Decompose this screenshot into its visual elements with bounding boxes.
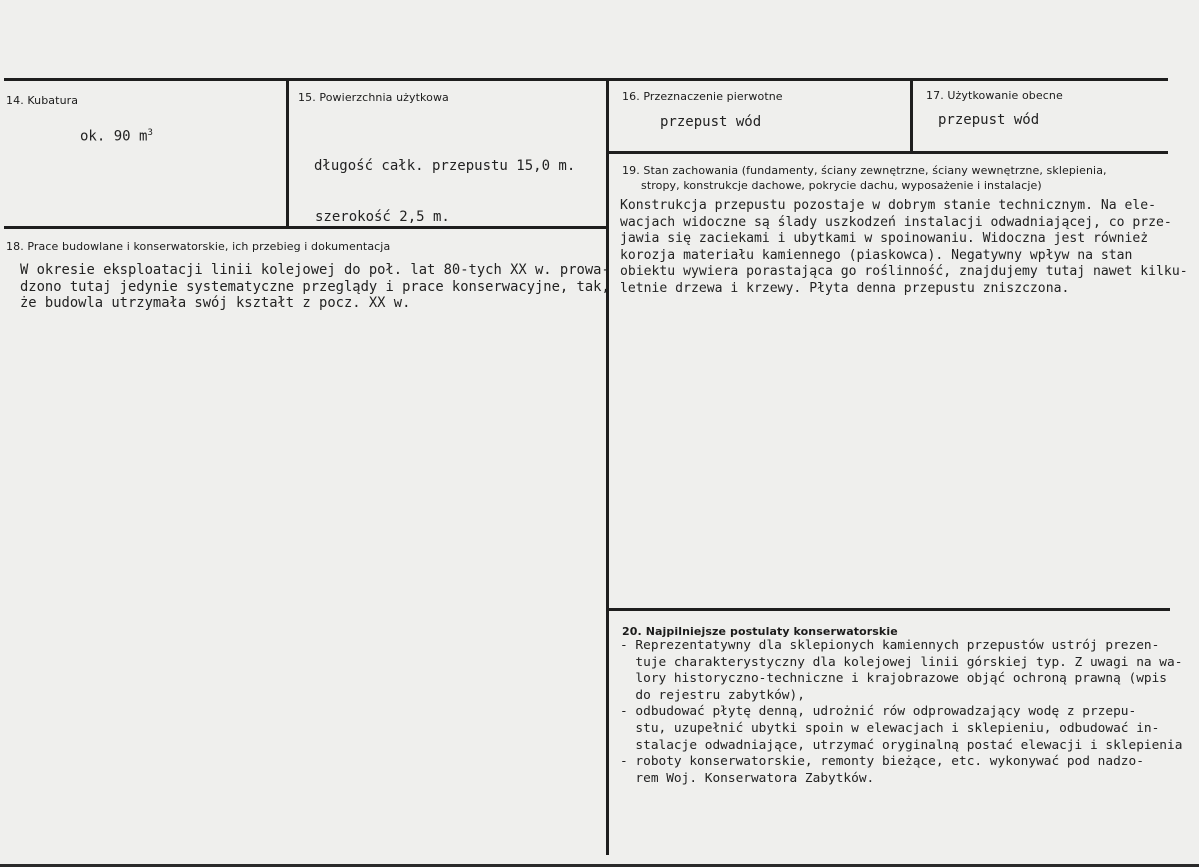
field-20-label: 20. Najpilniejsze postulaty konserwatorskie <box>622 625 898 638</box>
field-15-line: długość całk. przepustu 15,0 m. <box>314 158 576 174</box>
field-19-line: wacjach widoczne są ślady uszkodzeń instalacji odwadniającej, co prze- <box>620 214 1172 230</box>
field-20-line: do rejestru zabytków), <box>620 687 805 703</box>
divider-14-15 <box>286 80 289 228</box>
field-19-line: Konstrukcja przepustu pozostaje w dobrym stanie technicznym. Na ele- <box>620 198 1157 213</box>
field-16-label: 16. Przeznaczenie pierwotne <box>622 90 783 103</box>
field-18-line: że budowla utrzymała swój kształt z pocz. XX w. <box>20 295 411 312</box>
rule-under-16-17 <box>608 151 1168 154</box>
field-17-label: 17. Użytkowanie obecne <box>926 89 1063 102</box>
field-20-line: - Reprezentatywny dla sklepionych kamiennych przepustów ustrój prezen- <box>620 638 1160 653</box>
field-19-label-line2: stropy, konstrukcje dachowe, pokrycie dachu, wyposażenie i instalacje) <box>641 179 1042 192</box>
field-14-value <box>80 125 153 146</box>
field-18-label: 18. Prace budowlane i konserwatorskie, ich przebieg i dokumentacja <box>6 240 391 253</box>
field-17-value: przepust wód <box>938 112 1040 128</box>
field-20-body <box>620 638 1182 787</box>
field-19-line: letnie drzewa i krzewy. Płyta denna przepustu zniszczona. <box>620 280 1070 296</box>
rule-above-20 <box>608 608 1170 611</box>
field-18-line: dzono tutaj jedynie systematyczne przeglądy i prace konserwacyjne, tak, <box>20 278 610 295</box>
field-16-value: przepust wód <box>660 114 762 130</box>
field-20-line: stu, uzupełnić ubytki spoin w elewacjach i sklepieniu, odbudować in- <box>620 720 1160 736</box>
center-divider <box>606 80 609 855</box>
field-18-body <box>20 262 610 312</box>
field-20-line: tuje charakterystyczny dla kolejowej linii górskiej typ. Z uwagi na wa- <box>620 654 1183 670</box>
field-20-line: rem Woj. Konserwatora Zabytków. <box>620 770 875 786</box>
field-19-line: obiektu wywiera porastająca go roślinność, znajdujemy tutaj nawet kilku- <box>620 264 1188 280</box>
field-14-superscript: 3 <box>147 128 153 138</box>
field-15-line: szerokość 2,5 m. <box>315 209 450 225</box>
field-19-line: jawia się zaciekami i ubytkami w spoinowaniu. Widoczna jest również <box>620 231 1149 247</box>
field-20-line: - roboty konserwatorskie, remonty bieżące, etc. wykonywać pod nadzo- <box>620 754 1144 770</box>
field-20-line: lory historyczno-techniczne i krajobrazowe objąć ochroną prawną (wpis <box>620 671 1168 687</box>
field-19-label-line1: 19. Stan zachowania (fundamenty, ściany zewnętrzne, ściany wewnętrzne, sklepienia, <box>622 164 1107 177</box>
field-20-line: stalacje odwadniające, utrzymać oryginalną postać elewacji i sklepienia <box>620 737 1183 753</box>
field-18-line: W okresie eksploatacji linii kolejowej do poł. lat 80-tych XX w. prowa- <box>20 262 610 278</box>
field-14-label: 14. Kubatura <box>6 94 79 107</box>
field-19-body <box>620 198 1188 298</box>
top-rule <box>4 78 1168 81</box>
field-14-text: ok. 90 m <box>80 128 148 145</box>
field-15-label: 15. Powierzchnia użytkowa <box>298 91 449 104</box>
field-19-line: korozja materiału kamiennego (piaskowca). Negatywny wpływ na stan <box>620 247 1133 263</box>
divider-16-17 <box>910 80 913 152</box>
field-20-line: - odbudować płytę denną, udrożnić rów odprowadzający wodę z przepu- <box>620 704 1137 720</box>
